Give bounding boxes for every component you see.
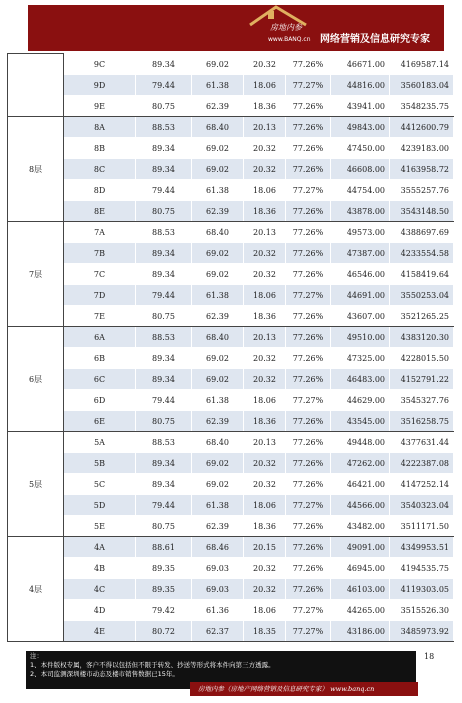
value-cell: 49448.00 <box>331 432 390 453</box>
value-cell: 18.36 <box>244 516 286 537</box>
value-cell: 68.40 <box>192 222 244 243</box>
table-row <box>8 222 454 243</box>
value-cell: 46945.00 <box>331 558 390 579</box>
value-cell: 43607.00 <box>331 306 390 327</box>
value-cell: 43186.00 <box>331 621 390 642</box>
table-row <box>8 495 454 516</box>
unit-cell: 6C <box>64 369 136 390</box>
table-row <box>8 306 454 327</box>
footer-brand: 房地内参（房地产网络营销及信息研究专家） www.banq.cn <box>198 685 375 693</box>
logo-text: 房地内参 <box>270 23 302 32</box>
unit-cell: 7D <box>64 285 136 306</box>
value-cell: 49091.00 <box>331 537 390 558</box>
value-cell: 18.06 <box>244 180 286 201</box>
value-cell: 79.42 <box>136 600 192 621</box>
value-cell: 62.39 <box>192 306 244 327</box>
value-cell: 77.26% <box>286 537 331 558</box>
value-cell: 43878.00 <box>331 201 390 222</box>
unit-cell: 5C <box>64 474 136 495</box>
value-cell: 44629.00 <box>331 390 390 411</box>
value-cell: 77.26% <box>286 558 331 579</box>
value-cell: 4388697.69 <box>390 222 454 243</box>
value-cell: 3545327.76 <box>390 390 454 411</box>
floor-label <box>8 54 64 117</box>
value-cell: 88.53 <box>136 222 192 243</box>
value-cell: 62.39 <box>192 516 244 537</box>
value-cell: 89.34 <box>136 138 192 159</box>
value-cell: 69.03 <box>192 558 244 579</box>
value-cell: 77.26% <box>286 411 331 432</box>
value-cell: 77.26% <box>286 348 331 369</box>
value-cell: 49843.00 <box>331 117 390 138</box>
unit-cell: 5E <box>64 516 136 537</box>
header-title: 网络营销及信息研究专家 <box>320 34 430 45</box>
value-cell: 3555257.76 <box>390 180 454 201</box>
value-cell: 69.02 <box>192 453 244 474</box>
value-cell: 77.26% <box>286 159 331 180</box>
table-row <box>8 180 454 201</box>
value-cell: 88.53 <box>136 432 192 453</box>
value-cell: 88.53 <box>136 117 192 138</box>
table-row <box>8 537 454 558</box>
unit-cell: 6B <box>64 348 136 369</box>
value-cell: 4383120.30 <box>390 327 454 348</box>
value-cell: 20.32 <box>244 159 286 180</box>
value-cell: 68.40 <box>192 432 244 453</box>
value-cell: 88.53 <box>136 327 192 348</box>
value-cell: 49573.00 <box>331 222 390 243</box>
unit-cell: 7B <box>64 243 136 264</box>
value-cell: 89.34 <box>136 369 192 390</box>
value-cell: 3511171.50 <box>390 516 454 537</box>
value-cell: 77.27% <box>286 390 331 411</box>
value-cell: 43941.00 <box>331 96 390 117</box>
value-cell: 77.26% <box>286 327 331 348</box>
value-cell: 69.02 <box>192 474 244 495</box>
value-cell: 20.32 <box>244 474 286 495</box>
unit-cell: 4D <box>64 600 136 621</box>
value-cell: 77.26% <box>286 222 331 243</box>
value-cell: 77.27% <box>286 75 331 96</box>
value-cell: 77.27% <box>286 600 331 621</box>
value-cell: 18.35 <box>244 621 286 642</box>
floor-label: 5层 <box>8 432 64 537</box>
value-cell: 47325.00 <box>331 348 390 369</box>
value-cell: 20.32 <box>244 579 286 600</box>
value-cell: 77.26% <box>286 369 331 390</box>
table-row <box>8 159 454 180</box>
value-cell: 89.34 <box>136 159 192 180</box>
value-cell: 89.34 <box>136 264 192 285</box>
value-cell: 3540323.04 <box>390 495 454 516</box>
value-cell: 44691.00 <box>331 285 390 306</box>
unit-cell: 6E <box>64 411 136 432</box>
value-cell: 4377631.44 <box>390 432 454 453</box>
unit-cell: 9D <box>64 75 136 96</box>
value-cell: 77.27% <box>286 621 331 642</box>
value-cell: 3543148.50 <box>390 201 454 222</box>
value-cell: 79.44 <box>136 180 192 201</box>
value-cell: 20.13 <box>244 117 286 138</box>
value-cell: 77.27% <box>286 285 331 306</box>
floor-label: 6层 <box>8 327 64 432</box>
table-row <box>8 474 454 495</box>
value-cell: 4222387.08 <box>390 453 454 474</box>
value-cell: 61.38 <box>192 495 244 516</box>
value-cell: 80.75 <box>136 96 192 117</box>
value-cell: 68.46 <box>192 537 244 558</box>
value-cell: 18.06 <box>244 600 286 621</box>
value-cell: 4152791.22 <box>390 369 454 390</box>
unit-cell: 6D <box>64 390 136 411</box>
table-row <box>8 516 454 537</box>
value-cell: 69.02 <box>192 54 244 75</box>
table-row <box>8 75 454 96</box>
value-cell: 20.32 <box>244 243 286 264</box>
value-cell: 46546.00 <box>331 264 390 285</box>
value-cell: 46671.00 <box>331 54 390 75</box>
value-cell: 69.02 <box>192 264 244 285</box>
value-cell: 77.26% <box>286 516 331 537</box>
value-cell: 4228015.50 <box>390 348 454 369</box>
value-cell: 3485973.92 <box>390 621 454 642</box>
value-cell: 20.32 <box>244 348 286 369</box>
unit-cell: 5D <box>64 495 136 516</box>
value-cell: 80.75 <box>136 411 192 432</box>
value-cell: 4147252.14 <box>390 474 454 495</box>
value-cell: 68.40 <box>192 327 244 348</box>
table-row <box>8 264 454 285</box>
floor-label: 7层 <box>8 222 64 327</box>
value-cell: 62.37 <box>192 621 244 642</box>
value-cell: 4412600.79 <box>390 117 454 138</box>
table-row <box>8 117 454 138</box>
table-row <box>8 432 454 453</box>
value-cell: 20.13 <box>244 222 286 243</box>
value-cell: 79.44 <box>136 390 192 411</box>
unit-cell: 5B <box>64 453 136 474</box>
value-cell: 89.34 <box>136 453 192 474</box>
value-cell: 4119303.05 <box>390 579 454 600</box>
value-cell: 47262.00 <box>331 453 390 474</box>
value-cell: 77.26% <box>286 474 331 495</box>
value-cell: 3516258.75 <box>390 411 454 432</box>
value-cell: 44566.00 <box>331 495 390 516</box>
value-cell: 3548235.75 <box>390 96 454 117</box>
value-cell: 68.40 <box>192 117 244 138</box>
unit-cell: 7C <box>64 264 136 285</box>
value-cell: 4158419.64 <box>390 264 454 285</box>
value-cell: 3521265.25 <box>390 306 454 327</box>
value-cell: 46421.00 <box>331 474 390 495</box>
value-cell: 18.36 <box>244 411 286 432</box>
value-cell: 4169587.14 <box>390 54 454 75</box>
value-cell: 69.02 <box>192 369 244 390</box>
value-cell: 4163958.72 <box>390 159 454 180</box>
value-cell: 89.34 <box>136 243 192 264</box>
value-cell: 4233554.58 <box>390 243 454 264</box>
table-row <box>8 579 454 600</box>
value-cell: 61.36 <box>192 600 244 621</box>
unit-cell: 8E <box>64 201 136 222</box>
value-cell: 20.32 <box>244 264 286 285</box>
unit-cell: 4C <box>64 579 136 600</box>
value-cell: 20.13 <box>244 432 286 453</box>
value-cell: 49510.00 <box>331 327 390 348</box>
value-cell: 61.38 <box>192 285 244 306</box>
table-row <box>8 285 454 306</box>
note-line: 1、本件版权专属，客户不得以包括但不限于转发、抄送等形式将本件向第三方透露。 <box>30 661 275 669</box>
table-row <box>8 96 454 117</box>
value-cell: 3515526.30 <box>390 600 454 621</box>
table-row <box>8 138 454 159</box>
value-cell: 46103.00 <box>331 579 390 600</box>
value-cell: 18.06 <box>244 285 286 306</box>
value-cell: 61.38 <box>192 75 244 96</box>
unit-cell: 6A <box>64 327 136 348</box>
value-cell: 4194535.75 <box>390 558 454 579</box>
value-cell: 61.38 <box>192 180 244 201</box>
value-cell: 89.35 <box>136 558 192 579</box>
unit-cell: 7A <box>64 222 136 243</box>
unit-cell: 4A <box>64 537 136 558</box>
page-number: 18 <box>424 652 435 661</box>
floor-label: 8层 <box>8 117 64 222</box>
value-cell: 80.72 <box>136 621 192 642</box>
unit-cell: 9E <box>64 96 136 117</box>
value-cell: 80.75 <box>136 201 192 222</box>
value-cell: 61.38 <box>192 390 244 411</box>
floor-label: 4层 <box>8 537 64 642</box>
notes <box>30 652 410 679</box>
value-cell: 80.75 <box>136 516 192 537</box>
notes-title: 注： <box>30 652 43 660</box>
value-cell: 89.35 <box>136 579 192 600</box>
value-cell: 4349953.51 <box>390 537 454 558</box>
value-cell: 62.39 <box>192 201 244 222</box>
value-cell: 46483.00 <box>331 369 390 390</box>
value-cell: 18.36 <box>244 96 286 117</box>
unit-cell: 4E <box>64 621 136 642</box>
value-cell: 77.27% <box>286 495 331 516</box>
value-cell: 77.26% <box>286 432 331 453</box>
unit-cell: 8C <box>64 159 136 180</box>
value-cell: 62.39 <box>192 96 244 117</box>
value-cell: 20.32 <box>244 138 286 159</box>
value-cell: 69.02 <box>192 348 244 369</box>
value-cell: 79.44 <box>136 285 192 306</box>
value-cell: 69.02 <box>192 138 244 159</box>
table-row <box>8 369 454 390</box>
table-row <box>8 621 454 642</box>
value-cell: 44816.00 <box>331 75 390 96</box>
value-cell: 4239183.00 <box>390 138 454 159</box>
unit-cell: 7E <box>64 306 136 327</box>
value-cell: 3550253.04 <box>390 285 454 306</box>
logo-url: www.BANQ.cn <box>268 36 311 43</box>
value-cell: 47450.00 <box>331 138 390 159</box>
value-cell: 20.32 <box>244 558 286 579</box>
table-row <box>8 600 454 621</box>
value-cell: 77.26% <box>286 453 331 474</box>
unit-cell: 9C <box>64 54 136 75</box>
table-row <box>8 348 454 369</box>
table-row <box>8 453 454 474</box>
table-row <box>8 411 454 432</box>
value-cell: 18.36 <box>244 201 286 222</box>
value-cell: 77.26% <box>286 306 331 327</box>
table-row <box>8 327 454 348</box>
value-cell: 79.44 <box>136 75 192 96</box>
value-cell: 20.32 <box>244 54 286 75</box>
value-cell: 18.06 <box>244 495 286 516</box>
value-cell: 88.61 <box>136 537 192 558</box>
value-cell: 47387.00 <box>331 243 390 264</box>
value-cell: 77.26% <box>286 243 331 264</box>
value-cell: 77.26% <box>286 54 331 75</box>
unit-cell: 8B <box>64 138 136 159</box>
unit-price-table <box>7 53 454 642</box>
unit-cell: 8A <box>64 117 136 138</box>
value-cell: 77.26% <box>286 138 331 159</box>
table-row <box>8 558 454 579</box>
value-cell: 69.02 <box>192 243 244 264</box>
value-cell: 44754.00 <box>331 180 390 201</box>
note-line: 2、本司监测深圳楼市动态及楼市销售数据已15年。 <box>30 670 179 678</box>
value-cell: 69.03 <box>192 579 244 600</box>
unit-cell: 4B <box>64 558 136 579</box>
value-cell: 80.75 <box>136 306 192 327</box>
table-row <box>8 54 454 75</box>
unit-cell: 8D <box>64 180 136 201</box>
value-cell: 89.34 <box>136 474 192 495</box>
value-cell: 77.26% <box>286 264 331 285</box>
table-row <box>8 390 454 411</box>
value-cell: 77.26% <box>286 96 331 117</box>
table-row <box>8 243 454 264</box>
value-cell: 79.44 <box>136 495 192 516</box>
value-cell: 77.27% <box>286 180 331 201</box>
value-cell: 18.06 <box>244 75 286 96</box>
value-cell: 43545.00 <box>331 411 390 432</box>
value-cell: 20.32 <box>244 453 286 474</box>
value-cell: 89.34 <box>136 348 192 369</box>
value-cell: 20.13 <box>244 327 286 348</box>
value-cell: 18.36 <box>244 306 286 327</box>
value-cell: 43482.00 <box>331 516 390 537</box>
value-cell: 77.26% <box>286 117 331 138</box>
value-cell: 77.26% <box>286 201 331 222</box>
value-cell: 46608.00 <box>331 159 390 180</box>
table-row <box>8 201 454 222</box>
unit-cell: 5A <box>64 432 136 453</box>
value-cell: 18.06 <box>244 390 286 411</box>
value-cell: 69.02 <box>192 159 244 180</box>
value-cell: 89.34 <box>136 54 192 75</box>
value-cell: 62.39 <box>192 411 244 432</box>
value-cell: 44265.00 <box>331 600 390 621</box>
value-cell: 20.15 <box>244 537 286 558</box>
value-cell: 77.26% <box>286 579 331 600</box>
value-cell: 20.32 <box>244 369 286 390</box>
value-cell: 3560183.04 <box>390 75 454 96</box>
